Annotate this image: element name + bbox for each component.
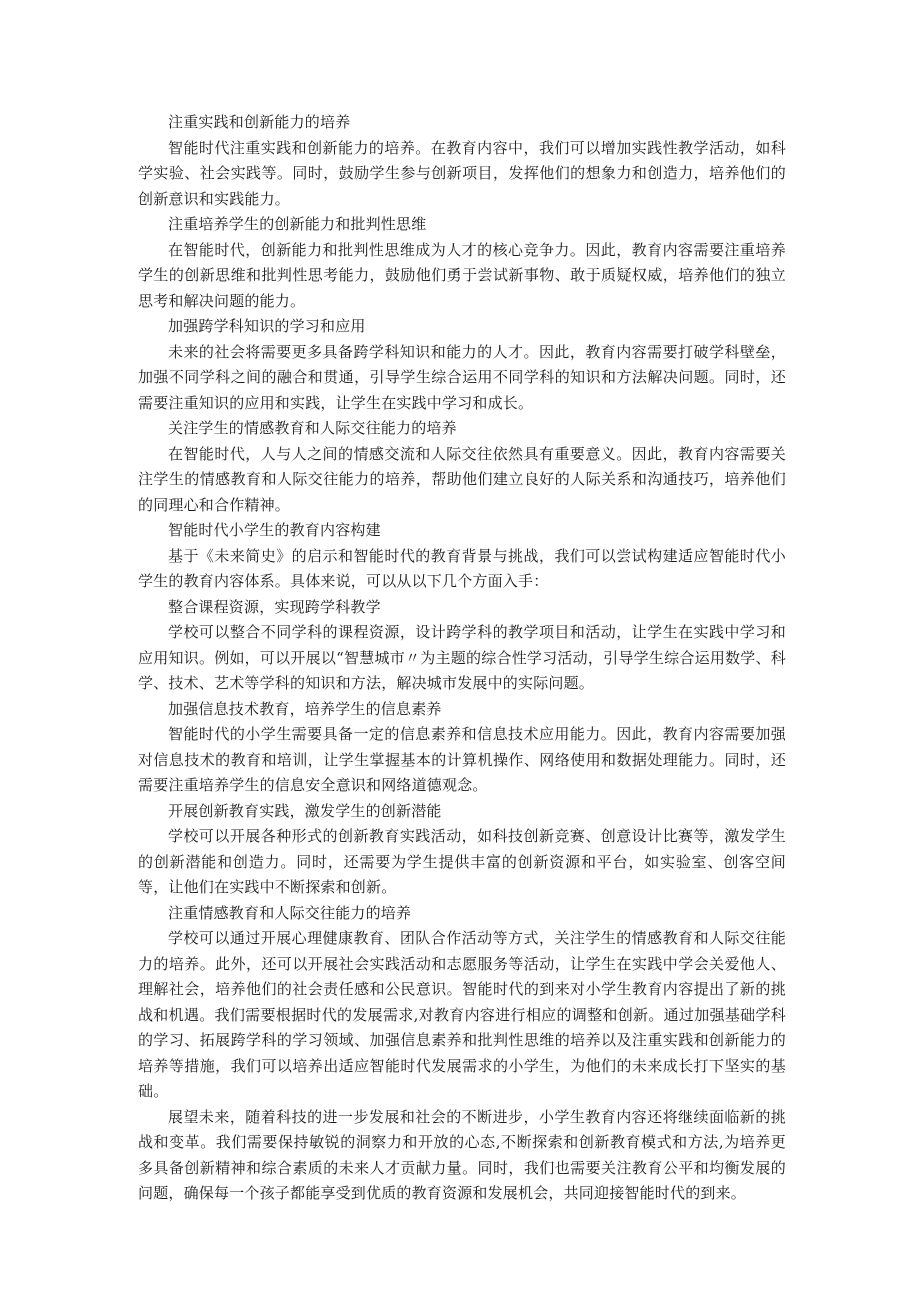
paragraph: 学校可以整合不同学科的课程资源，设计跨学科的教学项目和活动，让学生在实践中学习和应用知识。例如，可以开展以“智慧城市〃为主题的综合性学习活动，引导学生综合运用数学、科学、技术、艺术等学科的知识和方法，解决城市发展中的实际问题。	[138, 623, 786, 692]
section-heading: 加强跨学科知识的学习和应用	[168, 317, 366, 335]
paragraph: 智能时代的小学生需要具备一定的信息素养和信息技术应用能力。因此，教育内容需要加强对信息技术的教育和培训，让学生掌握基本的计算机操作、网络使用和数据处理能力。同时，还需要注重培养学生的信息安全意识和网络道德观念。	[138, 725, 786, 794]
paragraph: 学校可以通过开展心理健康教育、团队合作活动等方式，关注学生的情感教育和人际交往能力的培养。此外，还可以开展社会实践活动和志愿服务等活动，让学生在实践中学会关爱他人、理解社会，培养他们的社会责任感和公民意识。智能时代的到来对小学生教育内容提出了新的挑战和机遇。我们需要根据时代的发展需求,对教育内容进行相应的调整和创新。通过加强基础学科的学习、拓展跨学科的学习领域、加强信息素养和批判性思维的培养以及注重实践和创新能力的培养等措施，我们可以培养出适应智能时代发展需求的小学生，为他们的未来成长打下坚实的基础。	[138, 929, 786, 1100]
paragraph: 智能时代注重实践和创新能力的培养。在教育内容中，我们可以增加实践性教学活动，如科学实验、社会实践等。同时，鼓励学生参与创新项目，发挥他们的想象力和创造力，培养他们的创新意识和实践能力。	[138, 138, 786, 208]
section-heading: 注重实践和创新能力的培养	[168, 113, 351, 131]
section-heading: 关注学生的情感教育和人际交往能力的培养	[168, 419, 457, 437]
document-body	[138, 110, 786, 1207]
paragraph: 在智能时代，创新能力和批判性思维成为人才的核心竞争力。因此，教育内容需要注重培养学生的创新思维和批判性思考能力，鼓励他们勇于尝试新事物、敢于质疑权威，培养他们的独立思考和解决问题的能力。	[138, 240, 786, 310]
paragraph: 展望未来，随着科技的进一步发展和社会的不断进步，小学生教育内容还将继续面临新的挑战和变革。我们需要保持敏锐的洞察力和开放的心态,不断探索和创新教育模式和方法,为培养更多具备创新精神和综合素质的未来人才贡献力量。同时，我们也需要关注教育公平和均衡发展的问题，确保每一个孩子都能享受到优质的教育资源和发展机会，共同迎接智能时代的到来。	[138, 1107, 786, 1202]
section-heading: 注重培养学生的创新能力和批判性思维	[168, 215, 427, 233]
section-heading: 整合课程资源，实现跨学科教学	[168, 597, 381, 616]
section-heading: 开展创新教育实践，激发学生的创新潜能	[168, 801, 442, 820]
paragraph: 基于《未来简史》的启示和智能时代的教育背景与挑战，我们可以尝试构建适应智能时代小学生的教育内容体系。具体来说，可以从以下几个方面入手：	[138, 546, 786, 590]
paragraph: 学校可以开展各种形式的创新教育实践活动，如科技创新竞赛、创意设计比赛等，激发学生的创新潜能和创造力。同时，还需要为学生提供丰富的创新资源和平台，如实验室、创客空间等，让他们在实践中不断探索和创新。	[138, 827, 786, 896]
paragraph: 在智能时代，人与人之间的情感交流和人际交往依然具有重要意义。因此，教育内容需要关注学生的情感教育和人际交往能力的培养，帮助他们建立良好的人际关系和沟通技巧，培养他们的同理心和合作精神。	[138, 444, 786, 514]
section-heading: 注重情感教育和人际交往能力的培养	[168, 903, 412, 922]
section-heading: 智能时代小学生的教育内容构建	[168, 521, 381, 539]
paragraph: 未来的社会将需要更多具备跨学科知识和能力的人才。因此，教育内容需要打破学科壁垒，加强不同学科之间的融合和贯通，引导学生综合运用不同学科的知识和方法解决问题。同时，还需要注重知识的应用和实践，让学生在实践中学习和成长。	[138, 342, 786, 412]
section-heading: 加强信息技术教育，培养学生的信息素养	[168, 699, 442, 718]
